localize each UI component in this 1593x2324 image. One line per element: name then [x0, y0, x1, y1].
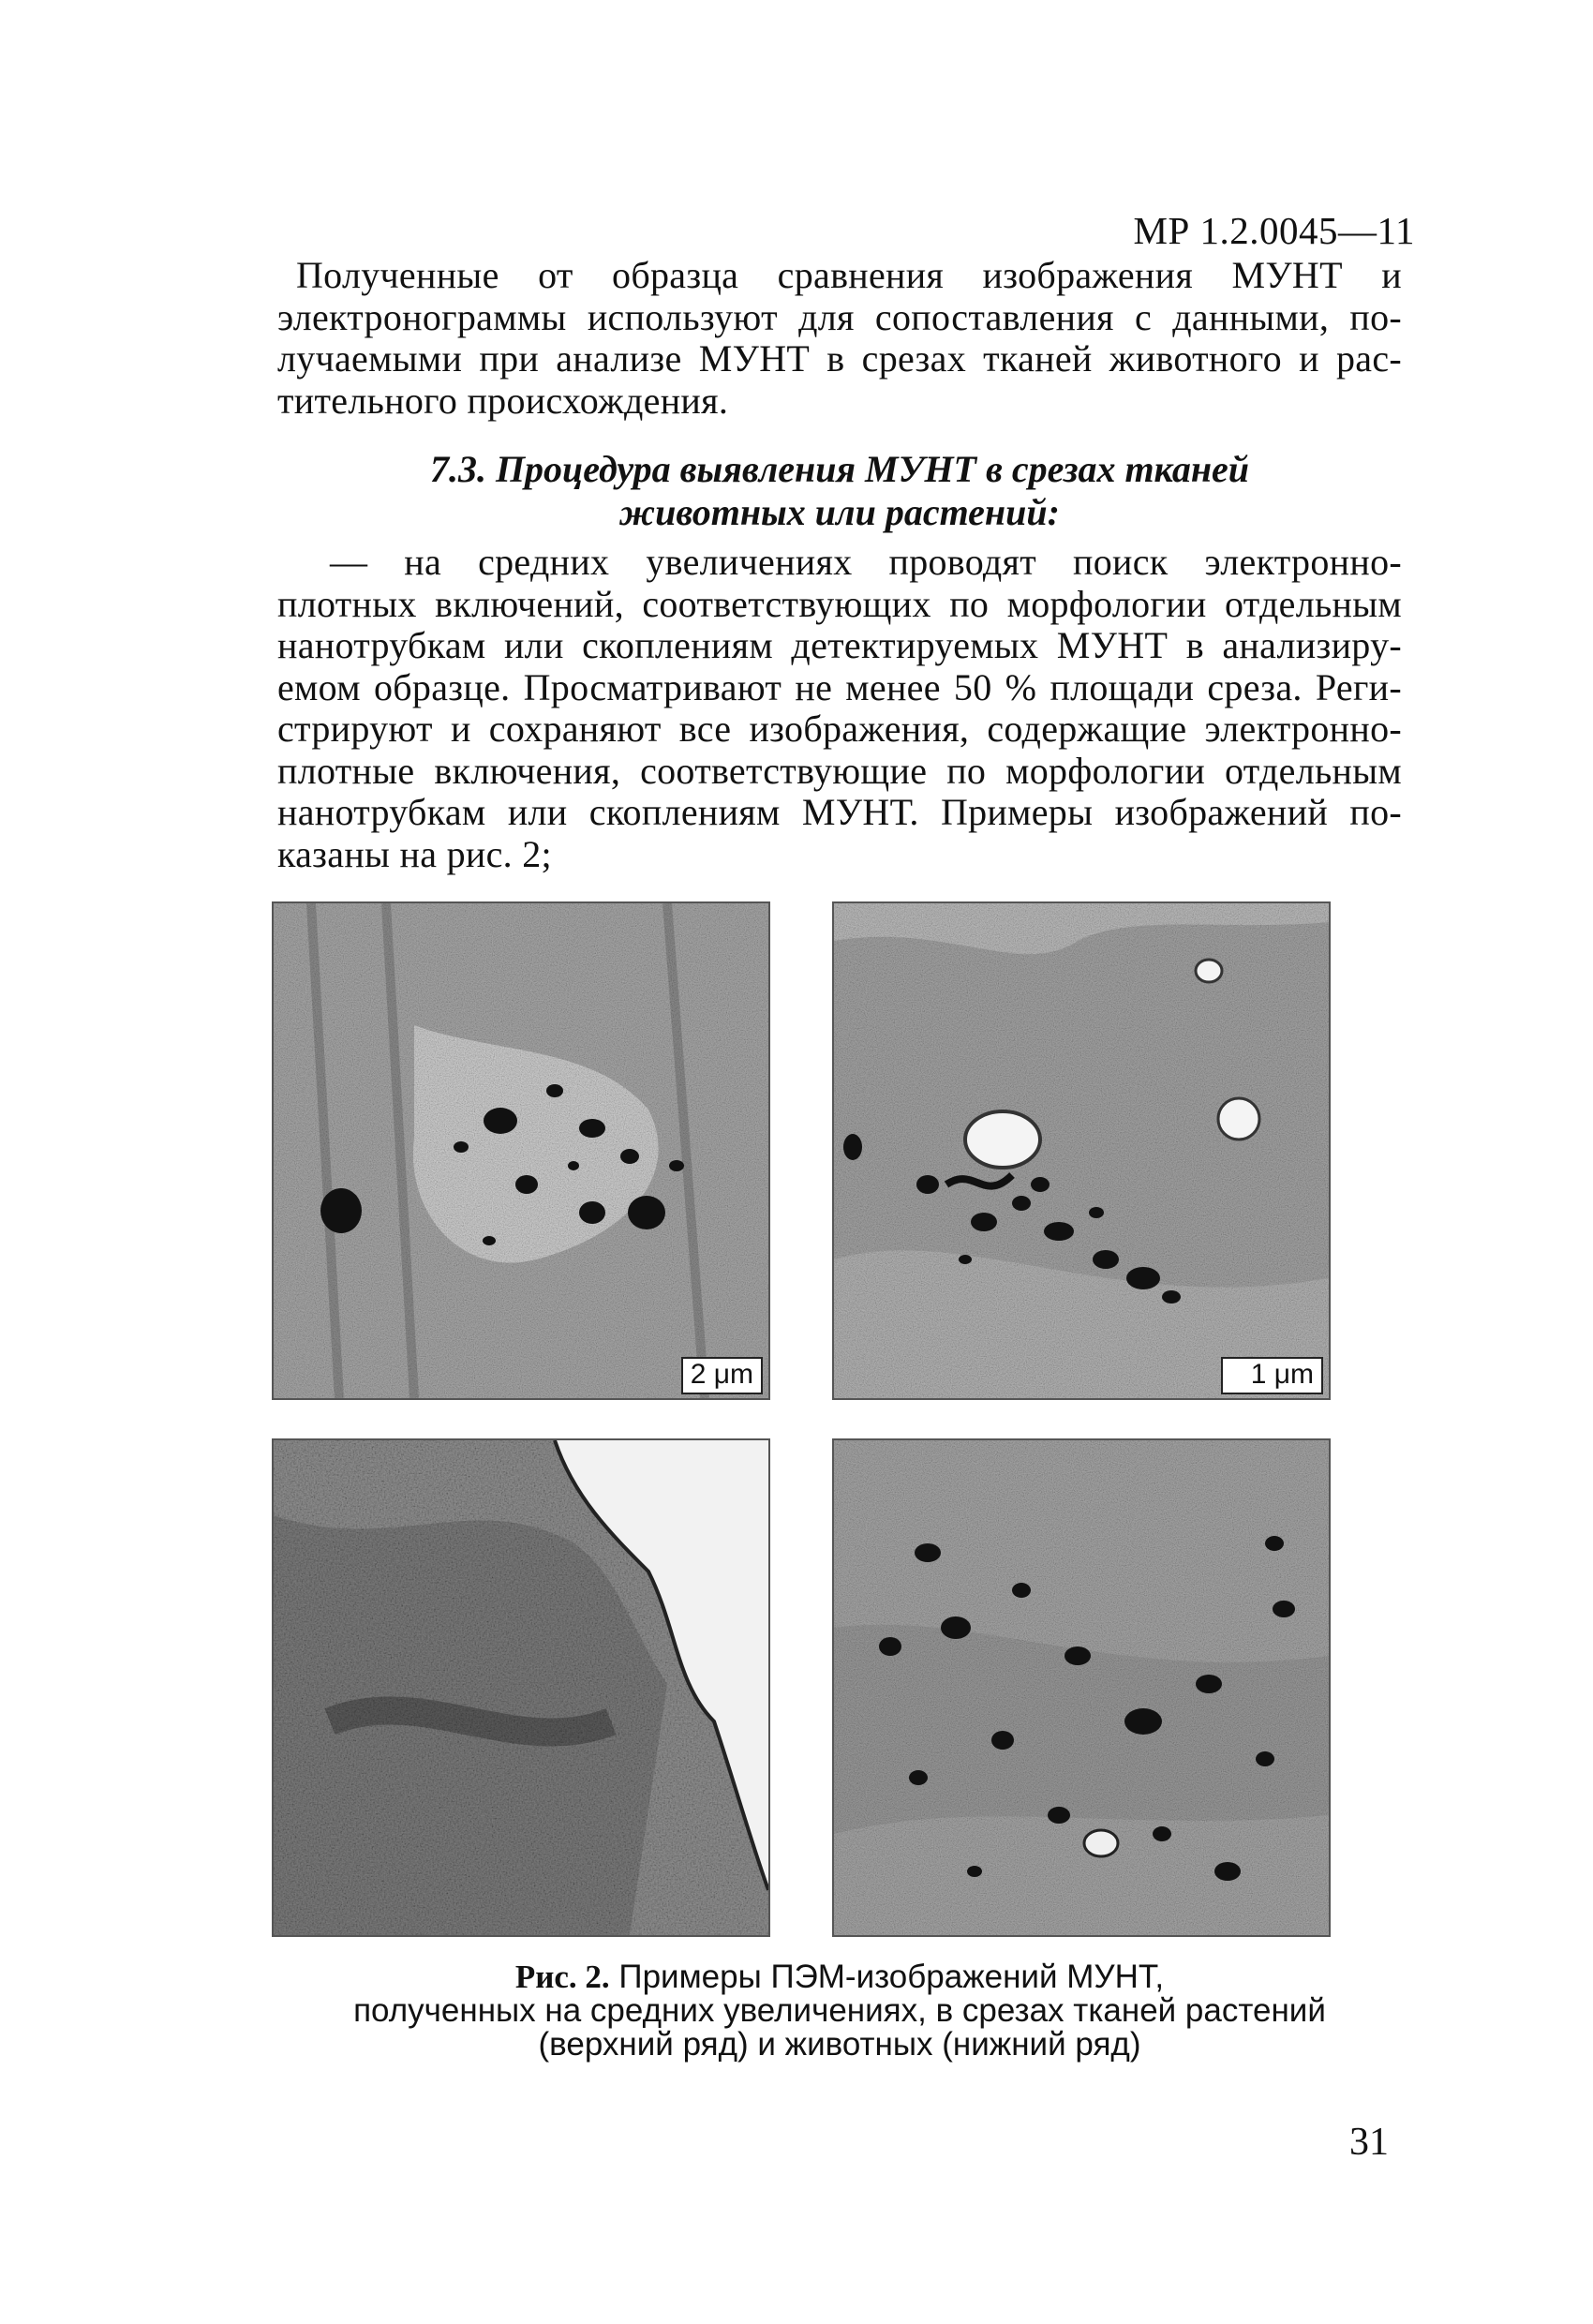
tem-image-animal-1-graphic	[274, 1440, 768, 1935]
section-heading-line: 7.3. Процедура выявления МУНТ в срезах тканей	[429, 448, 1250, 490]
tem-image-plant-2	[832, 901, 1331, 1400]
page-number: 31	[1349, 2121, 1389, 2164]
caption-label: Рис. 2.	[514, 1959, 610, 1995]
scale-bar-label: 2 μm	[681, 1357, 763, 1394]
scale-bar-label: 1 μm	[1221, 1357, 1323, 1394]
procedure-line: нанотрубкам или скоплениям МУНТ. Примеры изображений по-	[277, 791, 1402, 833]
tem-image-animal-2	[832, 1438, 1331, 1937]
tem-image-plant-1	[272, 901, 770, 1400]
intro-line: тительного происхождения.	[277, 379, 729, 422]
caption-line: (верхний ряд) и животных (нижний ряд)	[538, 2026, 1141, 2063]
procedure-paragraph	[277, 542, 1402, 875]
tem-image-animal-1	[272, 1438, 770, 1937]
tem-image-plant-1-graphic	[274, 903, 768, 1398]
document-code: МР 1.2.0045—11	[1133, 209, 1415, 252]
intro-paragraph	[277, 255, 1402, 422]
section-heading	[277, 448, 1402, 534]
procedure-line: плотных включений, соответствующих по морфологии отдельным	[277, 582, 1402, 625]
intro-line: электронограммы используют для сопоставления с данными, по-	[277, 295, 1402, 338]
tem-image-animal-2-graphic	[834, 1440, 1329, 1935]
procedure-line: казаны на рис. 2;	[277, 832, 552, 875]
caption-line	[277, 1960, 1402, 1994]
section-heading-line: животных или растений:	[619, 491, 1060, 533]
procedure-line: плотные включения, соответствующие по морфологии отдельным	[277, 749, 1402, 792]
caption-text: Примеры ПЭМ-изображений МУНТ,	[618, 1959, 1165, 1995]
procedure-line: — на средних увеличениях проводят поиск электронно-	[330, 541, 1402, 583]
tem-image-plant-2-graphic	[834, 903, 1329, 1398]
procedure-line: нанотрубкам или скоплениям детектируемых МУНТ в анализиру-	[277, 624, 1402, 666]
procedure-line: стрируют и сохраняют все изображения, содержащие электронно-	[277, 708, 1402, 750]
caption-line: полученных на средних увеличениях, в срезах тканей растений	[353, 1992, 1326, 2029]
procedure-line: емом образце. Просматривают не менее 50 % площади среза. Реги-	[277, 665, 1402, 708]
figure-caption	[277, 1960, 1402, 2062]
intro-line: Полученные от образца сравнения изображения МУНТ и	[296, 254, 1402, 296]
intro-line: лучаемыми при анализе МУНТ в срезах тканей животного и рас-	[277, 337, 1402, 380]
